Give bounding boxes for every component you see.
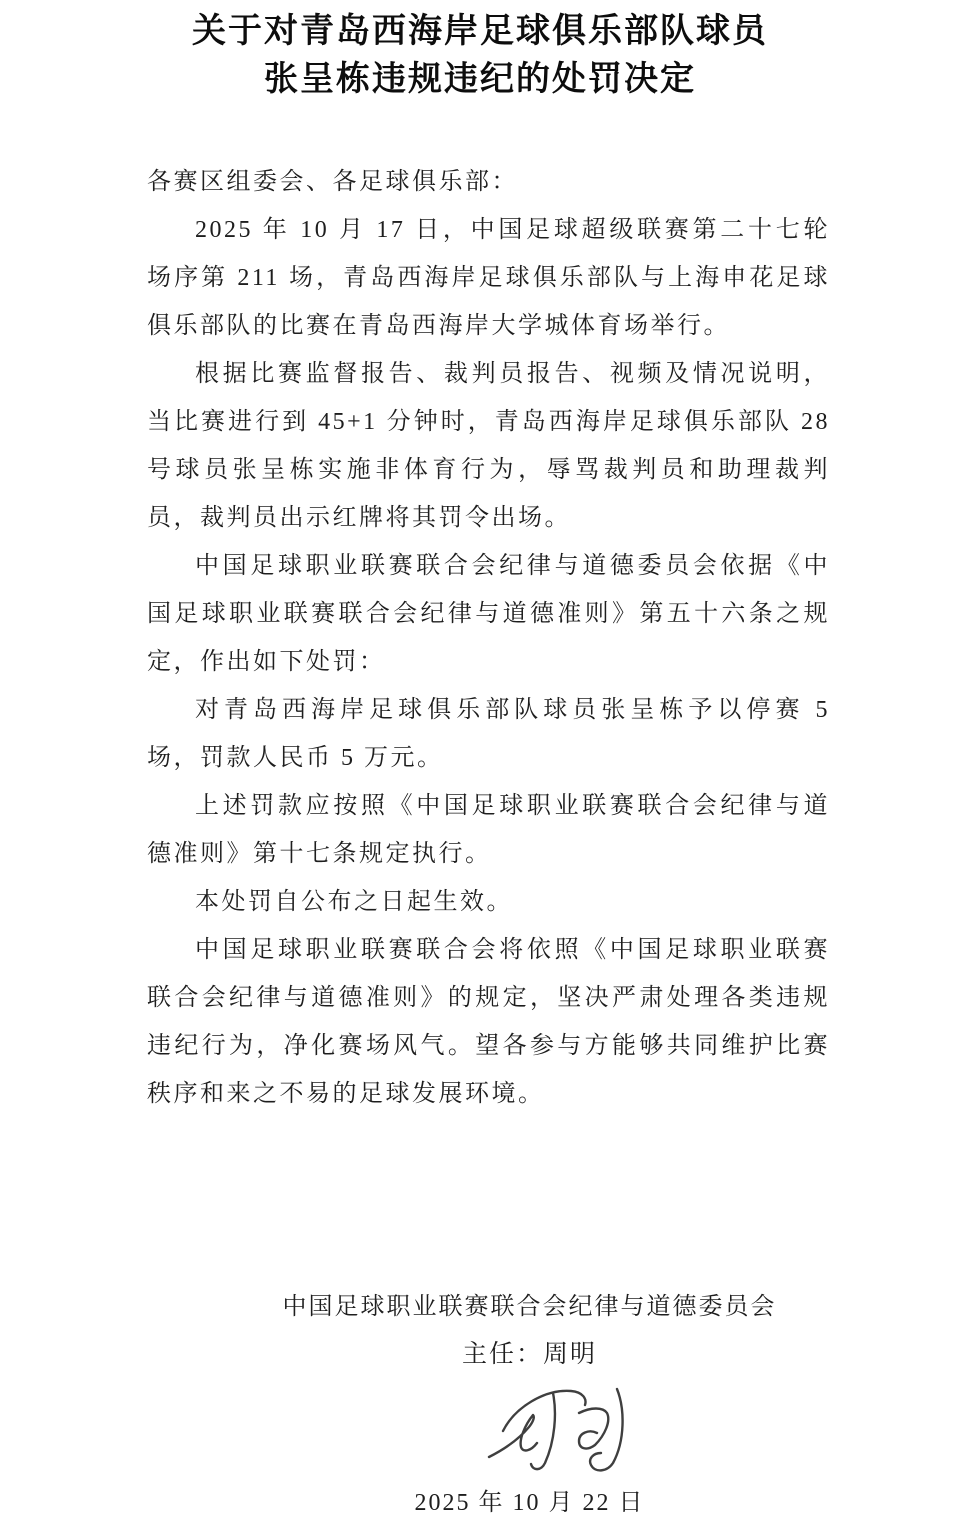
issue-date: 2025 年 10 月 22 日: [414, 1490, 645, 1516]
paragraph-match-info: 2025 年 10 月 17 日，中国足球超级联赛第二十七轮场序第 211 场，青岛西海岸足球俱乐部队与上海申花足球俱乐部队的比赛在青岛西海岸大学城体育场举行。: [147, 217, 830, 339]
issuer-committee-name: 中国足球职业联赛联合会纪律与道德委员会: [282, 1294, 777, 1320]
signature-handwriting-icon: [229, 1379, 830, 1479]
paragraph-penalty: 对青岛西海岸足球俱乐部队球员张呈栋予以停赛 5 场，罚款人民币 5 万元。: [147, 697, 830, 771]
document-title: [0, 0, 960, 104]
paragraph-rule-basis: 中国足球职业联赛联合会纪律与道德委员会依据《中国足球职业联赛联合会纪律与道德准则》第五十六条之规定，作出如下处罚：: [147, 553, 830, 675]
closing-block: [147, 1283, 830, 1527]
signer-title-line: 主任：周明: [461, 1341, 597, 1368]
paragraph-effective-date: 本处罚自公布之日起生效。: [195, 889, 513, 915]
paragraph-closing-statement: 中国足球职业联赛联合会将依照《中国足球职业联赛联合会纪律与道德准则》的规定，坚决严肃处理各类违规违纪行为，净化赛场风气。望各参与方能够共同维护比赛秩序和来之不易的足球发展环境。: [147, 937, 830, 1107]
document-body: [147, 158, 830, 1527]
salutation-line: 各赛区组委会、各足球俱乐部：: [147, 169, 518, 195]
paragraph-fine-execution: 上述罚款应按照《中国足球职业联赛联合会纪律与道德准则》第十七条规定执行。: [147, 793, 830, 867]
paragraph-incident-description: 根据比赛监督报告、裁判员报告、视频及情况说明，当比赛进行到 45+1 分钟时，青岛西海岸足球俱乐部队 28 号球员张呈栋实施非体育行为，辱骂裁判员和助理裁判员，裁判员出示红牌将其罚令出场。: [147, 361, 830, 531]
title-line-1: 关于对青岛西海岸足球俱乐部队球员: [192, 13, 768, 50]
title-line-2: 张呈栋违规违纪的处罚决定: [264, 61, 696, 98]
